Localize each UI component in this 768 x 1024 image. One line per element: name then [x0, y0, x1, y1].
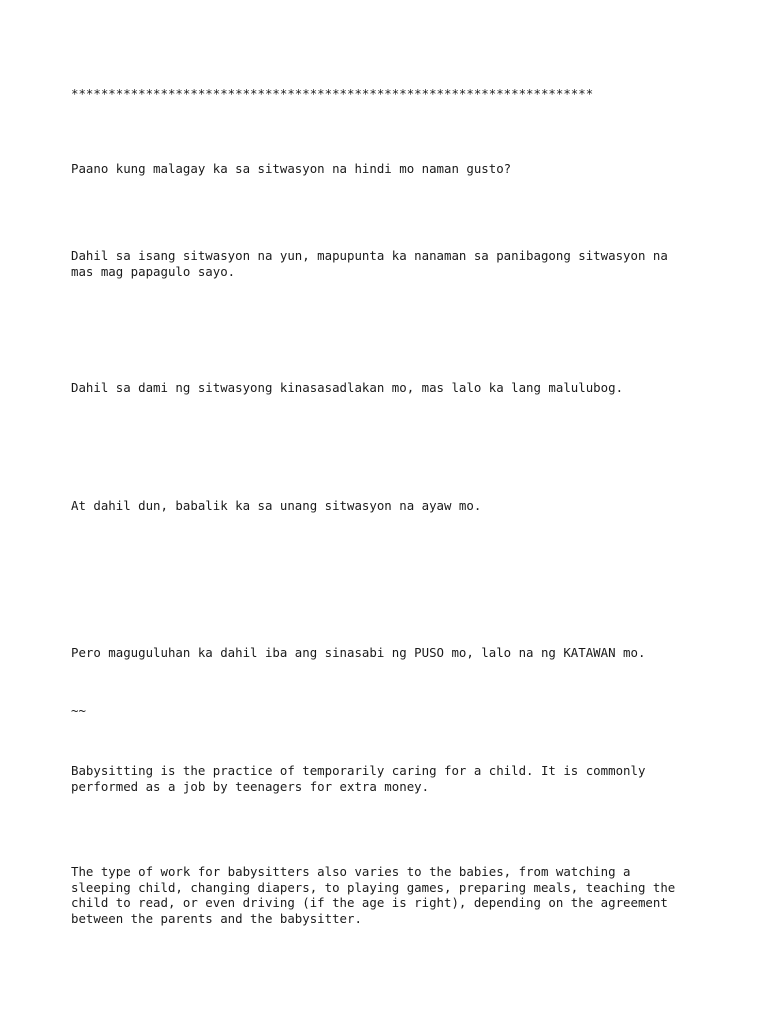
paragraph: At dahil dun, babalik ka sa unang sitwasyon na ayaw mo.	[71, 498, 482, 513]
paragraph: Dahil sa isang sitwasyon na yun, mapupunta ka nanaman sa panibagong sitwasyon na mas mag papagulo sayo.	[71, 248, 668, 279]
paragraph: Babysitting is the practice of temporarily caring for a child. It is commonly performed as a job by teenagers for extra money.	[71, 763, 646, 794]
paragraph: Paano kung malagay ka sa sitwasyon na hindi mo naman gusto?	[71, 161, 512, 176]
paragraph: Dahil sa dami ng sitwasyong kinasasadlakan mo, mas lalo ka lang malulubog.	[71, 380, 624, 395]
paragraph: Pero maguguluhan ka dahil iba ang sinasabi ng PUSO mo, lalo na ng KATAWAN mo.	[71, 645, 646, 660]
paragraph: The type of work for babysitters also varies to the babies, from watching a sleeping child, changing diapers, to playing games, preparing meals, teaching the child to read, or even driving (if the age is right), depending on the agreement between the parents and the babysitter.	[71, 864, 676, 926]
scene-break: ~~	[71, 703, 86, 718]
separator-line: **********************************************************************	[71, 86, 594, 101]
